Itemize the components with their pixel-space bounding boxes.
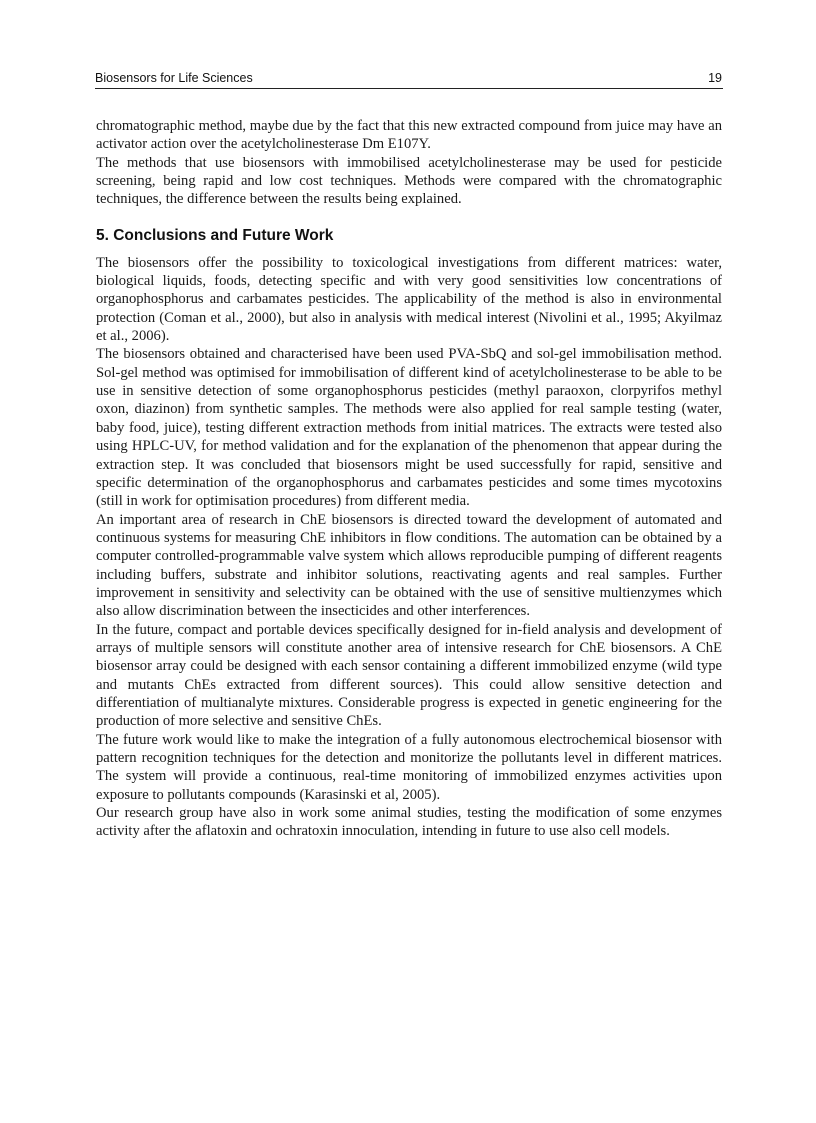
paragraph: Our research group have also in work some animal studies, testing the modification of some enzymes activity after the aflatoxin and ochratoxin innoculation, intending in future to use also cell models. xyxy=(96,805,722,840)
paragraph: In the future, compact and portable devices specifically designed for in-field analysis and development of arrays of multiple sensors will constitute another area of intensive research for ChE biosensors. A ChE biosensor array could be designed with each sensor containing a different immobilized enzyme (wild type and mutants ChEs extracted from different sources). This could allow sensitive detection and differentiation of multianalyte mixtures. Considerable progress is expected in genetic engineering for the production of more selective and sensitive ChEs. xyxy=(96,621,722,730)
paragraph: The biosensors obtained and characterised have been used PVA-SbQ and sol-gel immobilisation method. Sol-gel method was optimised for immobilisation of different kind of acetylcholinesterase to be able to be use in sensitive detection of some organophosphorus pesticides (methyl paraoxon, clorpyrifos methyl oxon, diazinon) from synthetic samples. The methods were also applied for real sample testing (water, baby food, juice), testing different extraction methods from initial matrices. The extracts were tested also using HPLC-UV, for method validation and for the explanation of the phenomenon that appear during the extraction step. It was concluded that biosensors might be used successfully for rapid, sensitive and specific determination of the organophosphorus and carbamates pesticides and some times mycotoxins (still in work for optimisation procedures) from different media. xyxy=(96,346,722,510)
paragraph: The methods that use biosensors with immobilised acetylcholinesterase may be used for pesticide screening, being rapid and low cost techniques. Methods were compared with the chromatographic techniques, the difference between the results being explained. xyxy=(96,154,722,208)
paragraph: The future work would like to make the integration of a fully autonomous electrochemical biosensor with pattern recognition techniques for the detection and monitorize the pollutants level in different matrices. The system will provide a continuous, real-time monitoring of immobilized enzymes activities upon exposure to pollutants compounds (Karasinski et al, 2005). xyxy=(96,731,722,803)
page-number: 19 xyxy=(708,71,722,85)
paragraph: The biosensors offer the possibility to toxicological investigations from different matrices: water, biological liquids, foods, detecting specific and with very good sensitivities low concentrations of organophosphorus and carbamates pesticides. The applicability of the method is also in environmental protection (Coman et al., 2000), but also in analysis with medical interest (Nivolini et al., 1995; Akyilmaz et al., 2006). xyxy=(96,254,722,345)
section-heading: 5. Conclusions and Future Work xyxy=(96,226,334,244)
paragraph: chromatographic method, maybe due by the fact that this new extracted compound from juice may have an activator action over the acetylcholinesterase Dm E107Y. xyxy=(96,118,722,153)
paragraph: An important area of research in ChE biosensors is directed toward the development of automated and continuous systems for measuring ChE inhibitors in flow conditions. The automation can be obtained by a computer controlled-programmable valve system which allows reproducible pumping of different reagents including buffers, substrate and inhibitor solutions, reactivating agents and real samples. Further improvement in sensitivity and selectivity can be obtained with the use of sensitive multienzymes which also allow discrimination between the insecticides and other interferences. xyxy=(96,511,722,620)
running-title: Biosensors for Life Sciences xyxy=(95,71,253,85)
running-header xyxy=(95,70,723,89)
page-body xyxy=(96,117,722,841)
